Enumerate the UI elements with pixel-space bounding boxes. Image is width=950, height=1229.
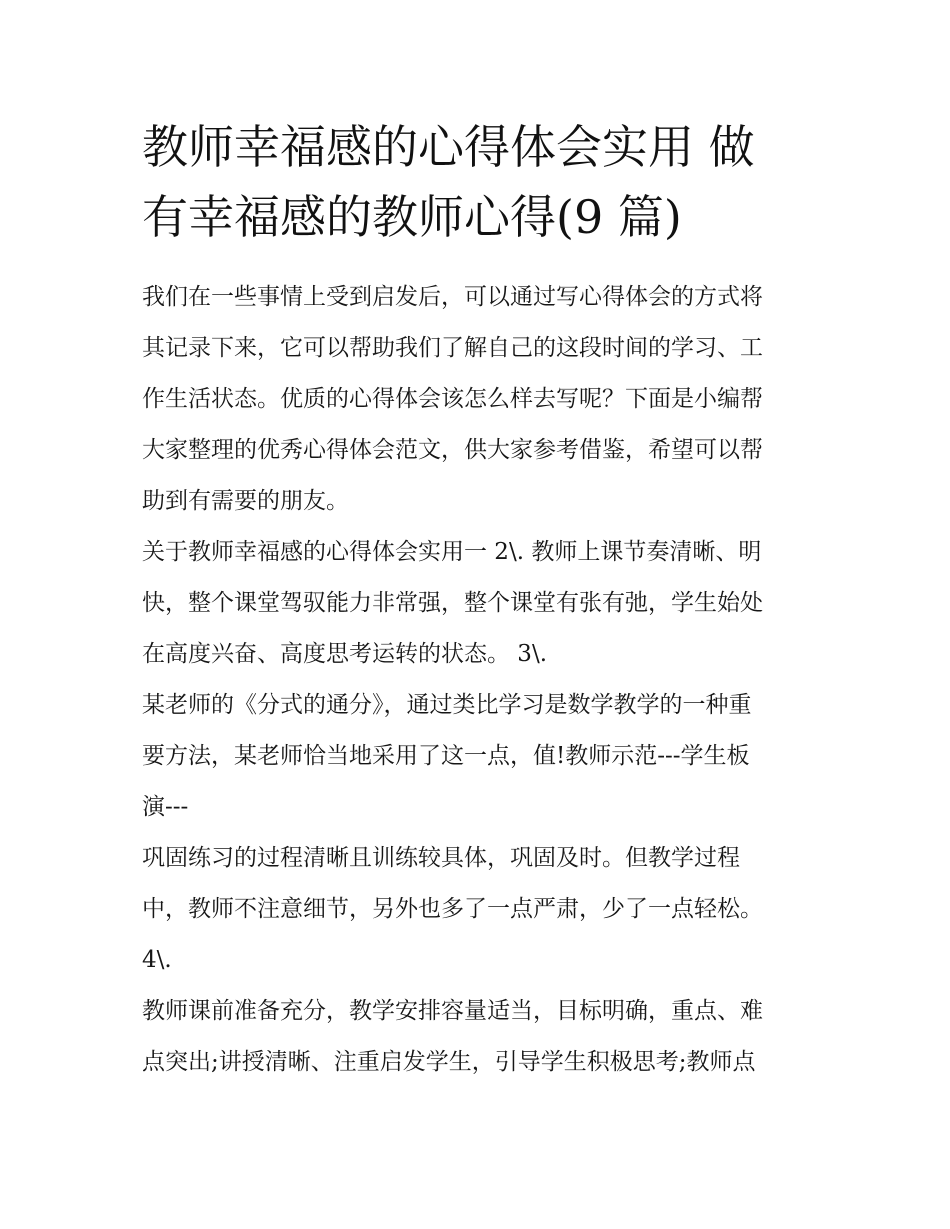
text-line: 某老师的《分式的通分》，通过类比学习是数学教学的一种重: [142, 692, 752, 718]
paragraph-fraction-lesson: [142, 680, 814, 833]
text-line: 教师课前准备充分，教学安排容量适当，目标明确，重点、难: [142, 998, 763, 1024]
text-line: 作生活状态。优质的心得体会该怎么样去写呢？下面是小编帮: [142, 386, 763, 412]
document-title: [142, 112, 814, 252]
text-line: 巩固练习的过程清晰且训练较具体，巩固及时。但教学过程: [142, 845, 740, 871]
text-line: 在高度兴奋、高度思考运转的状态。 3\.: [142, 641, 548, 667]
paragraph-section-one: [142, 527, 814, 680]
text-line: 关于教师幸福感的心得体会实用一 2\. 教师上课节奏清晰、明: [142, 539, 762, 565]
text-line: 4\.: [142, 947, 172, 973]
document-body: [142, 272, 814, 1088]
text-line: 其记录下来，它可以帮助我们了解自己的这段时间的学习、工: [142, 335, 763, 361]
title-line: 有幸福感的教师心得(9 篇): [142, 190, 682, 244]
text-line: 要方法，某老师恰当地采用了这一点，值!教师示范---学生板: [142, 743, 750, 769]
text-line: 快，整个课堂驾驭能力非常强，整个课堂有张有弛，学生始处: [142, 590, 763, 616]
paragraph-intro: [142, 272, 814, 527]
text-line: 我们在一些事情上受到启发后，可以通过写心得体会的方式将: [142, 284, 763, 310]
text-line: 点突出;讲授清晰、注重启发学生，引导学生积极思考;教师点: [142, 1049, 756, 1075]
text-line: 大家整理的优秀心得体会范文，供大家参考借鉴，希望可以帮: [142, 437, 763, 463]
title-line: 教师幸福感的心得体会实用 做: [142, 120, 755, 174]
text-line: 演---: [142, 794, 189, 820]
paragraph-preparation: [142, 986, 814, 1088]
paragraph-practice: [142, 833, 814, 986]
text-line: 中，教师不注意细节，另外也多了一点严肃，少了一点轻松。: [142, 896, 763, 922]
text-line: 助到有需要的朋友。: [142, 488, 349, 514]
document-content: [142, 112, 814, 1088]
